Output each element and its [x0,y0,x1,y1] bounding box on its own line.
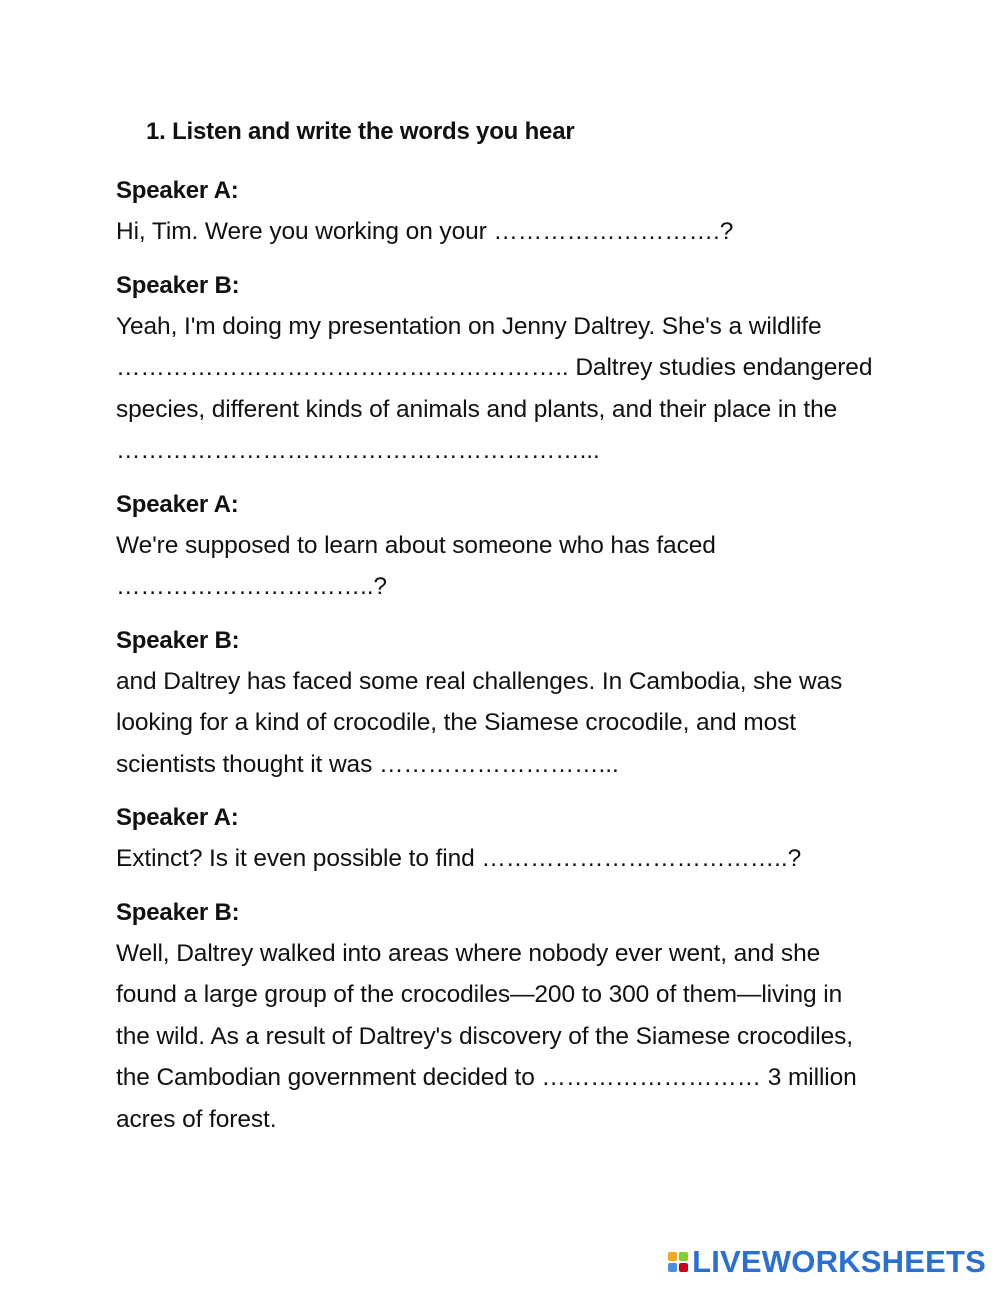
dialogue-line: We're supposed to learn about someone who has faced [116,531,716,559]
dialogue-line: ……………………………………………….. Daltrey studies endangered [116,354,873,381]
dialogue-line: Yeah, I'm doing my presentation on Jenny Daltrey. She's a wildlife [116,312,822,340]
dialogue-line: Well, Daltrey walked into areas where nobody ever went, and she [116,939,821,967]
dialogue-line: the Cambodian government decided to ……………………… 3 million [116,1064,857,1091]
dialogue-line: …………………………..? [116,573,387,600]
logo-tile [679,1252,688,1261]
dialogue-turn [116,170,946,253]
speaker-label: Speaker B: [116,626,240,654]
dialogue-turn [116,620,946,786]
dialogue-line: Hi, Tim. Were you working on your ……………………….? [116,218,734,245]
logo-tile [679,1263,688,1272]
speaker-label: Speaker A: [116,804,239,831]
dialogue-line: the wild. As a result of Daltrey's discovery of the Siamese crocodiles, [116,1022,853,1050]
logo-tile [668,1263,677,1272]
logo-tile [668,1252,677,1261]
dialogue-turn [116,484,946,608]
dialogue-turn [116,265,946,472]
dialogue-line: Extinct? Is it even possible to find ………………………………..? [116,845,802,872]
dialogue-line: …………………………………………………... [116,437,600,464]
dialogue-turn [116,892,946,1141]
dialogue-line: species, different kinds of animals and plants, and their place in the [116,395,838,423]
liveworksheets-logo [668,1244,986,1280]
dialogue-line: looking for a kind of crocodile, the Siamese crocodile, and most [116,709,796,736]
dialogue-line: and Daltrey has faced some real challenges. In Cambodia, she was [116,667,843,695]
speaker-label: Speaker A: [116,177,239,204]
speaker-label: Speaker B: [116,271,240,299]
dialogue-line: scientists thought it was ………………………... [116,750,619,778]
dialogue [116,170,946,1152]
speaker-label: Speaker B: [116,898,240,926]
logo-mark-icon [668,1252,688,1272]
speaker-label: Speaker A: [116,490,239,518]
dialogue-turn [116,797,946,880]
dialogue-line: found a large group of the crocodiles—200 to 300 of them—living in [116,981,843,1008]
dialogue-line: acres of forest. [116,1105,277,1133]
exercise-heading: 1. Listen and write the words you hear [146,118,575,145]
logo-text: LIVEWORKSHEETS [692,1244,986,1279]
